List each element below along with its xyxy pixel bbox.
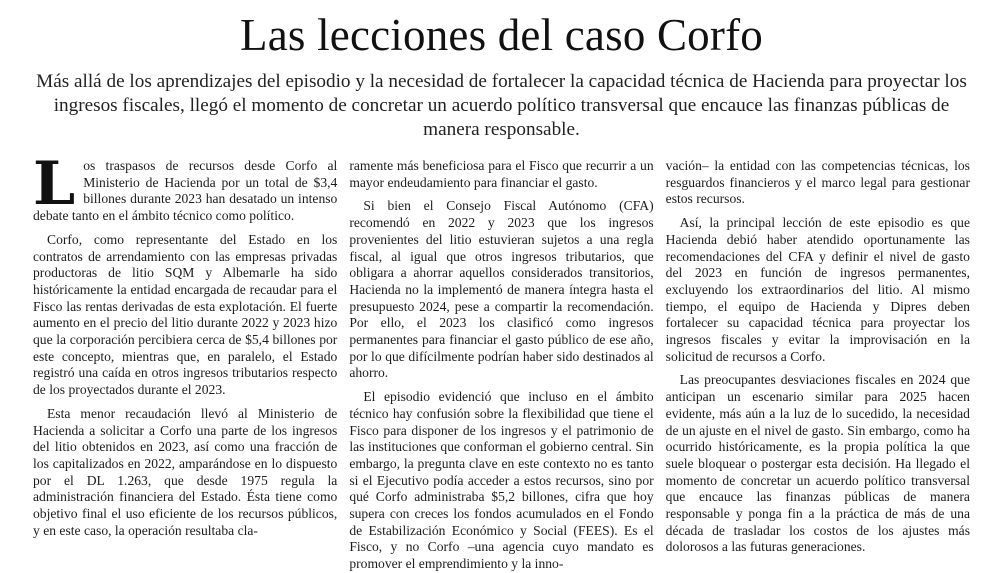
paragraph: vación– la entidad con las competencias técnicas, los resguardos financieros y el marco legal para gestionar estos recursos. xyxy=(665,158,970,207)
paragraph xyxy=(33,149,338,225)
paragraph: Esta menor recaudación llevó al Ministerio de Hacienda a solicitar a Corfo una parte de los ingresos del litio obtenidos en 2023, así como una fracción de los capitalizados en 2022, amparándose en lo dispuesto por el DL 1.263, que desde 1975 regula la administración financiera del Estado. Ésta tiene como objetivo final el uso eficiente de los recursos públicos, y en este caso, la operación resultaba cla- xyxy=(33,405,338,538)
column-3 xyxy=(666,158,970,573)
column-2 xyxy=(349,158,653,573)
headline: Las lecciones del caso Corfo xyxy=(240,10,763,60)
article-body xyxy=(33,149,970,573)
column-1 xyxy=(33,149,338,573)
paragraph: Las preocupantes desviaciones fiscales en 2024 que anticipan un escenario similar para 2025 hacen evidente, más aún a la luz de lo sucedido, la necesidad de un ajuste en el nivel de gasto. Sin embargo, como ha ocurrido históricamente, es la propia política la que suele bloquear o postergar esta decisión. Ha llegado el momento de concretar un acuerdo político transversal que encauce las finanzas públicas de manera responsable y ponga fin a la práctica de más de una década de trasladar los costos de los ajustes más dolorosos a las futuras generaciones. xyxy=(665,372,970,555)
drop-cap: L xyxy=(33,149,76,219)
paragraph-text: os traspasos de recursos desde Corfo al Ministerio de Hacienda por un total de $3,4 billones durante 2023 han desatado un intenso debate tanto en el ámbito técnico como político. xyxy=(33,158,338,224)
paragraph: El episodio evidenció que incluso en el ámbito técnico hay confusión sobre la flexibilidad que tiene el Fisco para disponer de los ingresos y el patrimonio de las instituciones que conforman el gobierno central. Sin embargo, la pregunta clave en este contexto no es tanto si el Ejecutivo podía acceder a estos recursos, sino por qué Corfo administraba $5,2 billones, cifra que hoy supera con creces los fondos acumulados en el Fondo de Estabilización Económico y Social (FEES). Es el Fisco, y no Corfo –una agencia cuyo mandato es promover el emprendimiento y la inno- xyxy=(349,389,654,572)
paragraph: ramente más beneficiosa para el Fisco que recurrir a un mayor endeudamiento para financiar el gasto. xyxy=(349,158,654,190)
paragraph: Así, la principal lección de este episodio es que Hacienda debió haber atendido oportunamente las recomendaciones del CFA y definir el nivel de gasto del 2023 en función de ingresos permanentes, excluyendo los extraordinarios del litio. Al mismo tiempo, el equipo de Hacienda y Dipres deben fortalecer su capacidad técnica para proyectar los ingresos fiscales y evitar la improvisación en la solicitud de recursos a Corfo. xyxy=(665,215,970,364)
paragraph: Si bien el Consejo Fiscal Autónomo (CFA) recomendó en 2022 y 2023 que los ingresos provenientes del litio estuvieran sujetos a una regla fiscal, al igual que otros ingresos tributarios, que obligara a ahorrar aquellos considerados transitorios, Hacienda no la implementó de manera íntegra hasta el presupuesto 2024, pese a compartir la recomendación. Por ello, el 2023 los clasificó como ingresos permanentes para financiar el gasto público de ese año, por lo que difícilmente podrían haber sido destinados al ahorro. xyxy=(349,198,654,381)
deck-subtitle: Más allá de los aprendizajes del episodio y la necesidad de fortalecer la capacidad técnica de Hacienda para proyectar los ingresos fiscales, llegó el momento de concretar un acuerdo político transversal que encauce las finanzas públicas de manera responsable. xyxy=(36,71,967,140)
paragraph: Corfo, como representante del Estado en los contratos de arrendamiento con las empresas privadas productoras de litio SQM y Albemarle ha sido históricamente la entidad encargada de recaudar para el Fisco las rentas derivadas de esta explotación. El fuerte aumento en el precio del litio durante 2022 y 2023 hizo que la corporación percibiera cerca de $5,4 billones por este concepto, mientras que, en paralelo, el Estado registró una caída en otros ingresos tributarios respecto de los proyectados durante el 2023. xyxy=(33,231,338,398)
